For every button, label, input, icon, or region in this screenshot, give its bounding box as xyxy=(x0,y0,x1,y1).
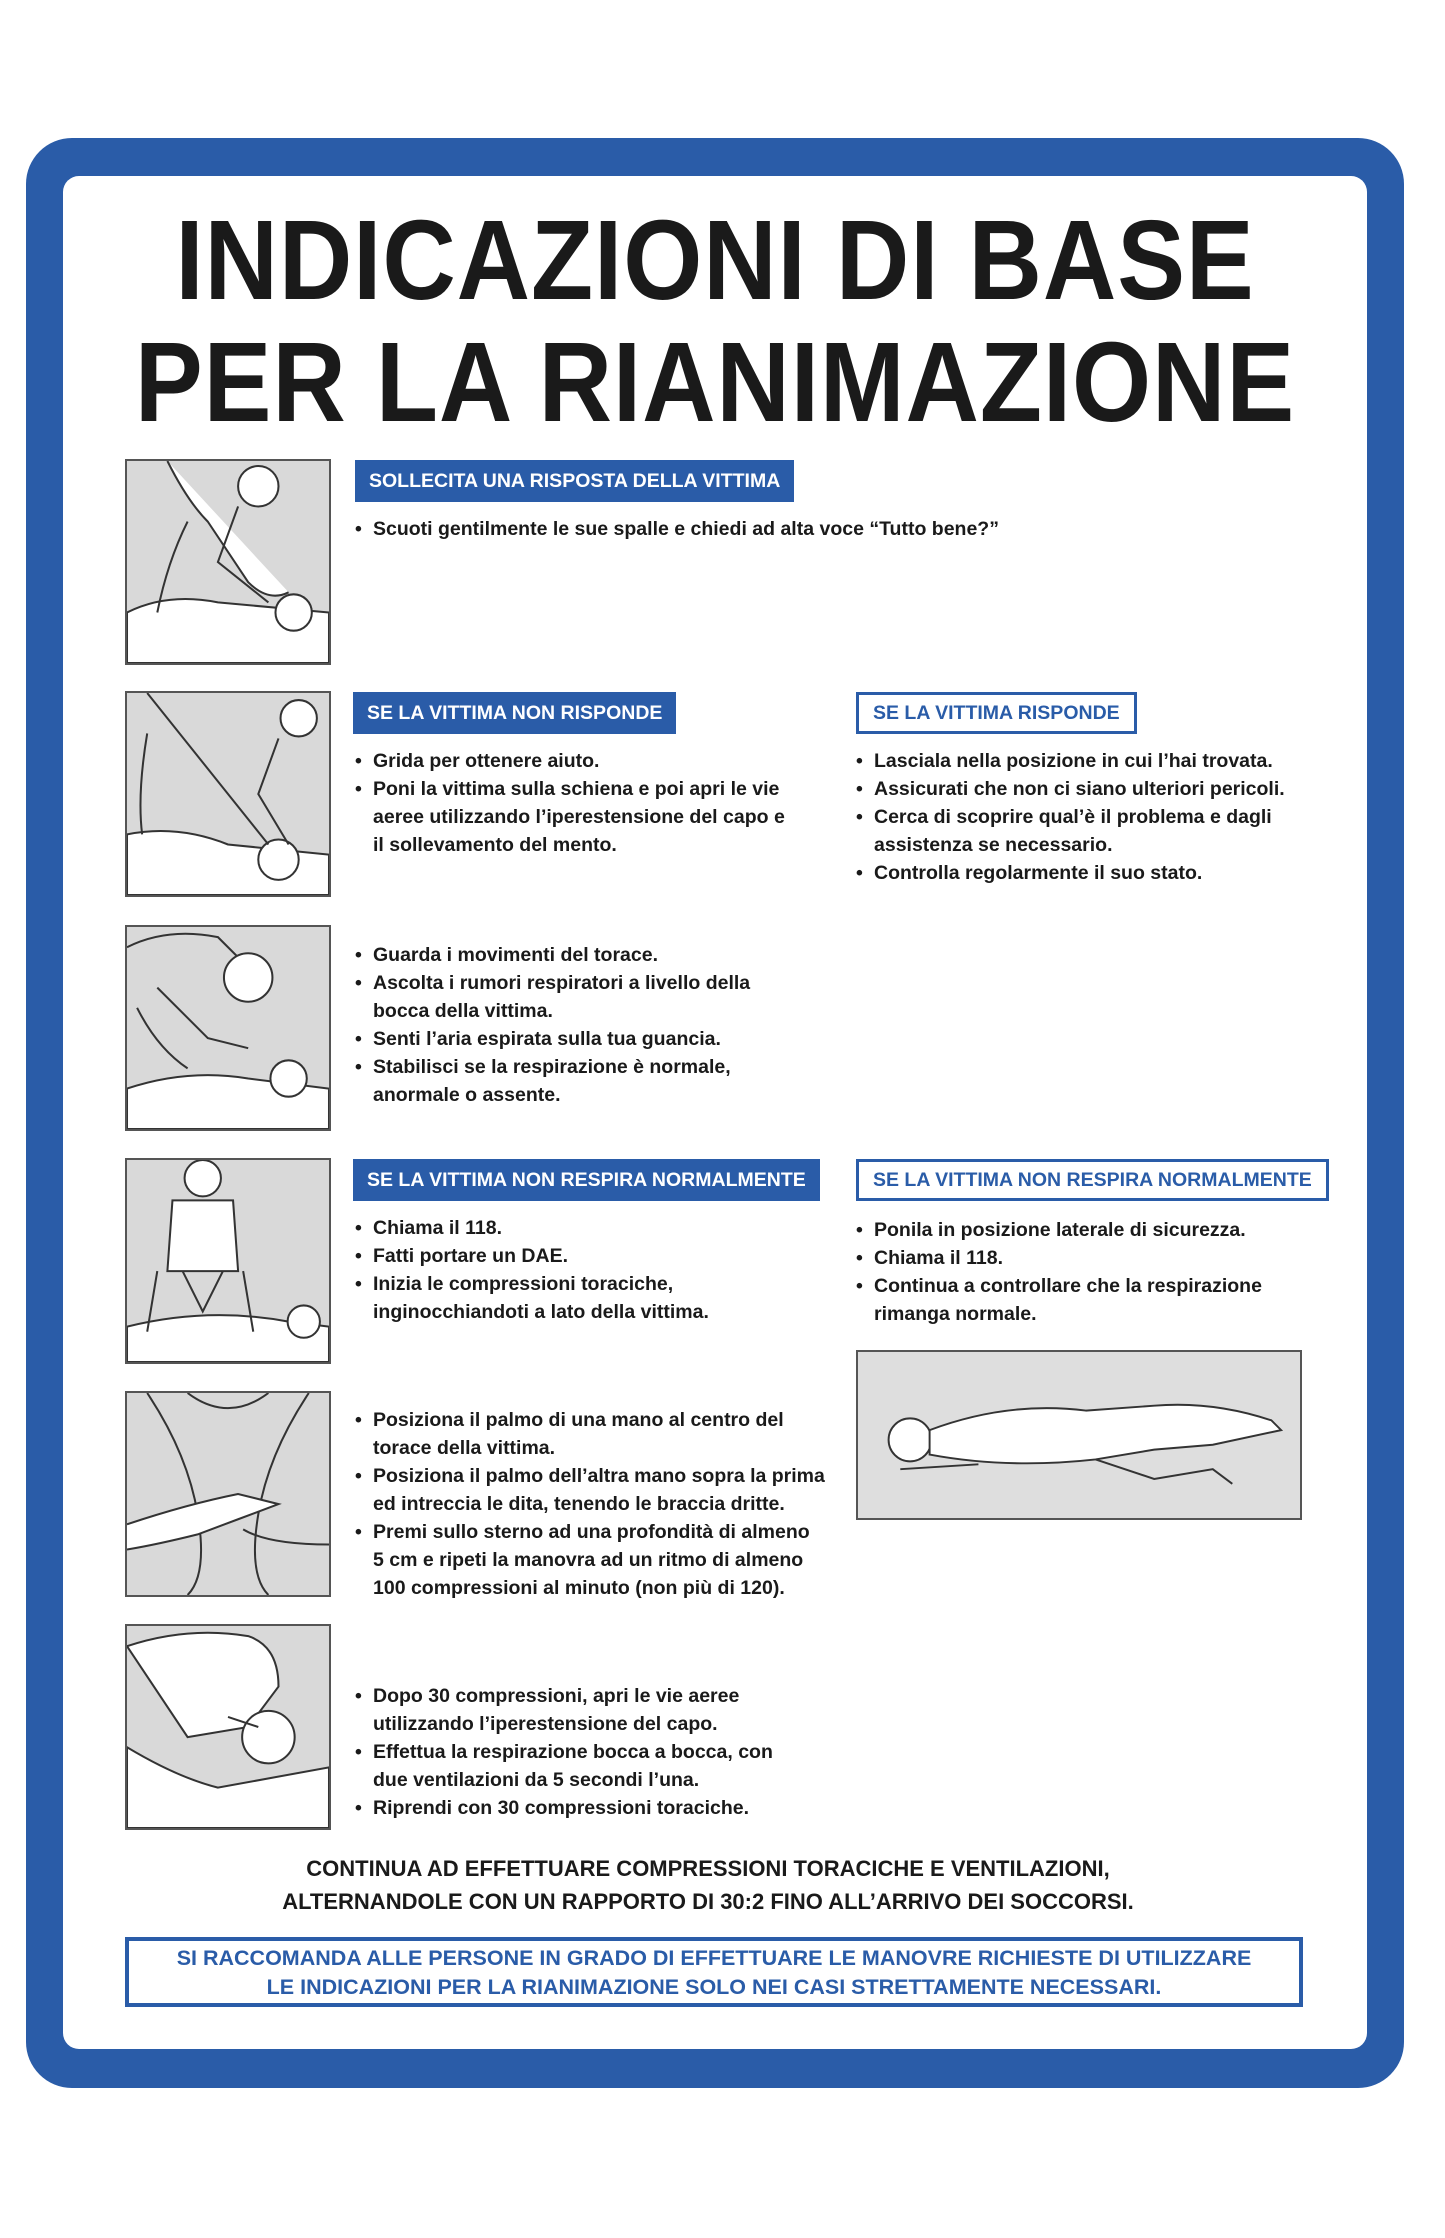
sign-panel xyxy=(63,176,1367,2049)
airway-opening-illustration xyxy=(125,691,331,897)
step-3-bullet-1: • Guarda i movimenti del torace. xyxy=(355,941,795,969)
step-4-bullet-3: • Inizia le compressioni toraciche, inginocchiandoti a lato della vittima. xyxy=(355,1270,795,1326)
recovery-bullet-3: • Continua a controllare che la respirazione rimanga normale. xyxy=(856,1272,1316,1328)
breathing-check-illustration xyxy=(125,925,331,1131)
responds-list xyxy=(856,747,1316,887)
step-2-bullet-1: • Grida per ottenere aiuto. xyxy=(355,747,795,775)
step-6-bullet-2: • Effettua la respirazione bocca a bocca, con due ventilazioni da 5 secondi l’una. xyxy=(355,1738,795,1794)
sign-title-line-1: INDICAZIONI DI BASE xyxy=(175,197,1255,323)
step-5-bullet-3: • Premi sullo sterno ad una profondità di almeno 5 cm e ripeti la manovra ad un ritmo di almeno 100 compressioni al minuto (non più di 120). xyxy=(355,1518,825,1602)
step-3-list xyxy=(355,941,795,1109)
step-2-header: SE LA VITTIMA NON RISPONDE xyxy=(353,692,676,734)
responds-header: SE LA VITTIMA RISPONDE xyxy=(856,692,1137,734)
step-3-bullet-2: • Ascolta i rumori respiratori a livello della bocca della vittima. xyxy=(355,969,795,1025)
step-5-list xyxy=(355,1406,825,1602)
step-3-bullet-3: • Senti l’aria espirata sulla tua guancia. xyxy=(355,1025,795,1053)
step-5-bullet-1: • Posiziona il palmo di una mano al centro del torace della vittima. xyxy=(355,1406,825,1462)
step-4-header: SE LA VITTIMA NON RESPIRA NORMALMENTE xyxy=(353,1159,820,1201)
step-6-bullet-1: • Dopo 30 compressioni, apri le vie aeree utilizzando l’iperestensione del capo. xyxy=(355,1682,795,1738)
responds-bullet-4: • Controlla regolarmente il suo stato. xyxy=(856,859,1316,887)
rescue-breaths-illustration xyxy=(125,1624,331,1830)
step-6-bullet-3: • Riprendi con 30 compressioni toraciche. xyxy=(355,1794,795,1822)
step-3-bullet-4: • Stabilisci se la respirazione è normale, anormale o assente. xyxy=(355,1053,795,1109)
shaking-shoulders-illustration xyxy=(125,459,331,665)
recovery-position-illustration xyxy=(856,1350,1302,1520)
step-1-header: SOLLECITA UNA RISPOSTA DELLA VITTIMA xyxy=(355,460,794,502)
step-1-bullet-1: • Scuoti gentilmente le sue spalle e chiedi ad alta voce “Tutto bene?” xyxy=(355,515,1095,543)
closing-instruction xyxy=(143,1852,1273,1918)
sign-border xyxy=(26,138,1404,2088)
step-4-bullet-1: • Chiama il 118. xyxy=(355,1214,795,1242)
recommendation-notice xyxy=(125,1937,1303,2007)
step-4-list xyxy=(355,1214,795,1326)
recovery-list xyxy=(856,1216,1316,1328)
recovery-header: SE LA VITTIMA NON RESPIRA NORMALMENTE xyxy=(856,1159,1329,1201)
sign-title-line-2: PER LA RIANIMAZIONE xyxy=(134,319,1296,445)
hand-position-illustration xyxy=(125,1391,331,1597)
step-4-bullet-2: • Fatti portare un DAE. xyxy=(355,1242,795,1270)
step-6-list xyxy=(355,1682,795,1822)
responds-bullet-2: • Assicurati che non ci siano ulteriori pericoli. xyxy=(856,775,1316,803)
closing-line-2: ALTERNANDOLE CON UN RAPPORTO DI 30:2 FINO ALL’ARRIVO DEI SOCCORSI. xyxy=(282,1889,1134,1914)
responds-bullet-3: • Cerca di scoprire qual’è il problema e dagli assistenza se necessario. xyxy=(856,803,1316,859)
step-2-list xyxy=(355,747,795,859)
notice-line-1: SI RACCOMANDA ALLE PERSONE IN GRADO DI EFFETTUARE LE MANOVRE RICHIESTE DI UTILIZZARE xyxy=(176,1946,1252,1970)
closing-line-1: CONTINUA AD EFFETTUARE COMPRESSIONI TORACICHE E VENTILAZIONI, xyxy=(306,1856,1110,1881)
recovery-bullet-2: • Chiama il 118. xyxy=(856,1244,1316,1272)
recovery-bullet-1: • Ponila in posizione laterale di sicurezza. xyxy=(856,1216,1316,1244)
responds-bullet-1: • Lasciala nella posizione in cui l’hai trovata. xyxy=(856,747,1316,775)
chest-compressions-illustration xyxy=(125,1158,331,1364)
step-2-bullet-2: • Poni la vittima sulla schiena e poi apri le vie aeree utilizzando l’iperestensione del capo e il sollevamento del mento. xyxy=(355,775,795,859)
step-1-list xyxy=(355,515,1095,543)
notice-line-2: LE INDICAZIONI PER LA RIANIMAZIONE SOLO NEI CASI STRETTAMENTE NECESSARI. xyxy=(266,1975,1162,1999)
step-5-bullet-2: • Posiziona il palmo dell’altra mano sopra la prima ed intreccia le dita, tenendo le braccia dritte. xyxy=(355,1462,825,1518)
